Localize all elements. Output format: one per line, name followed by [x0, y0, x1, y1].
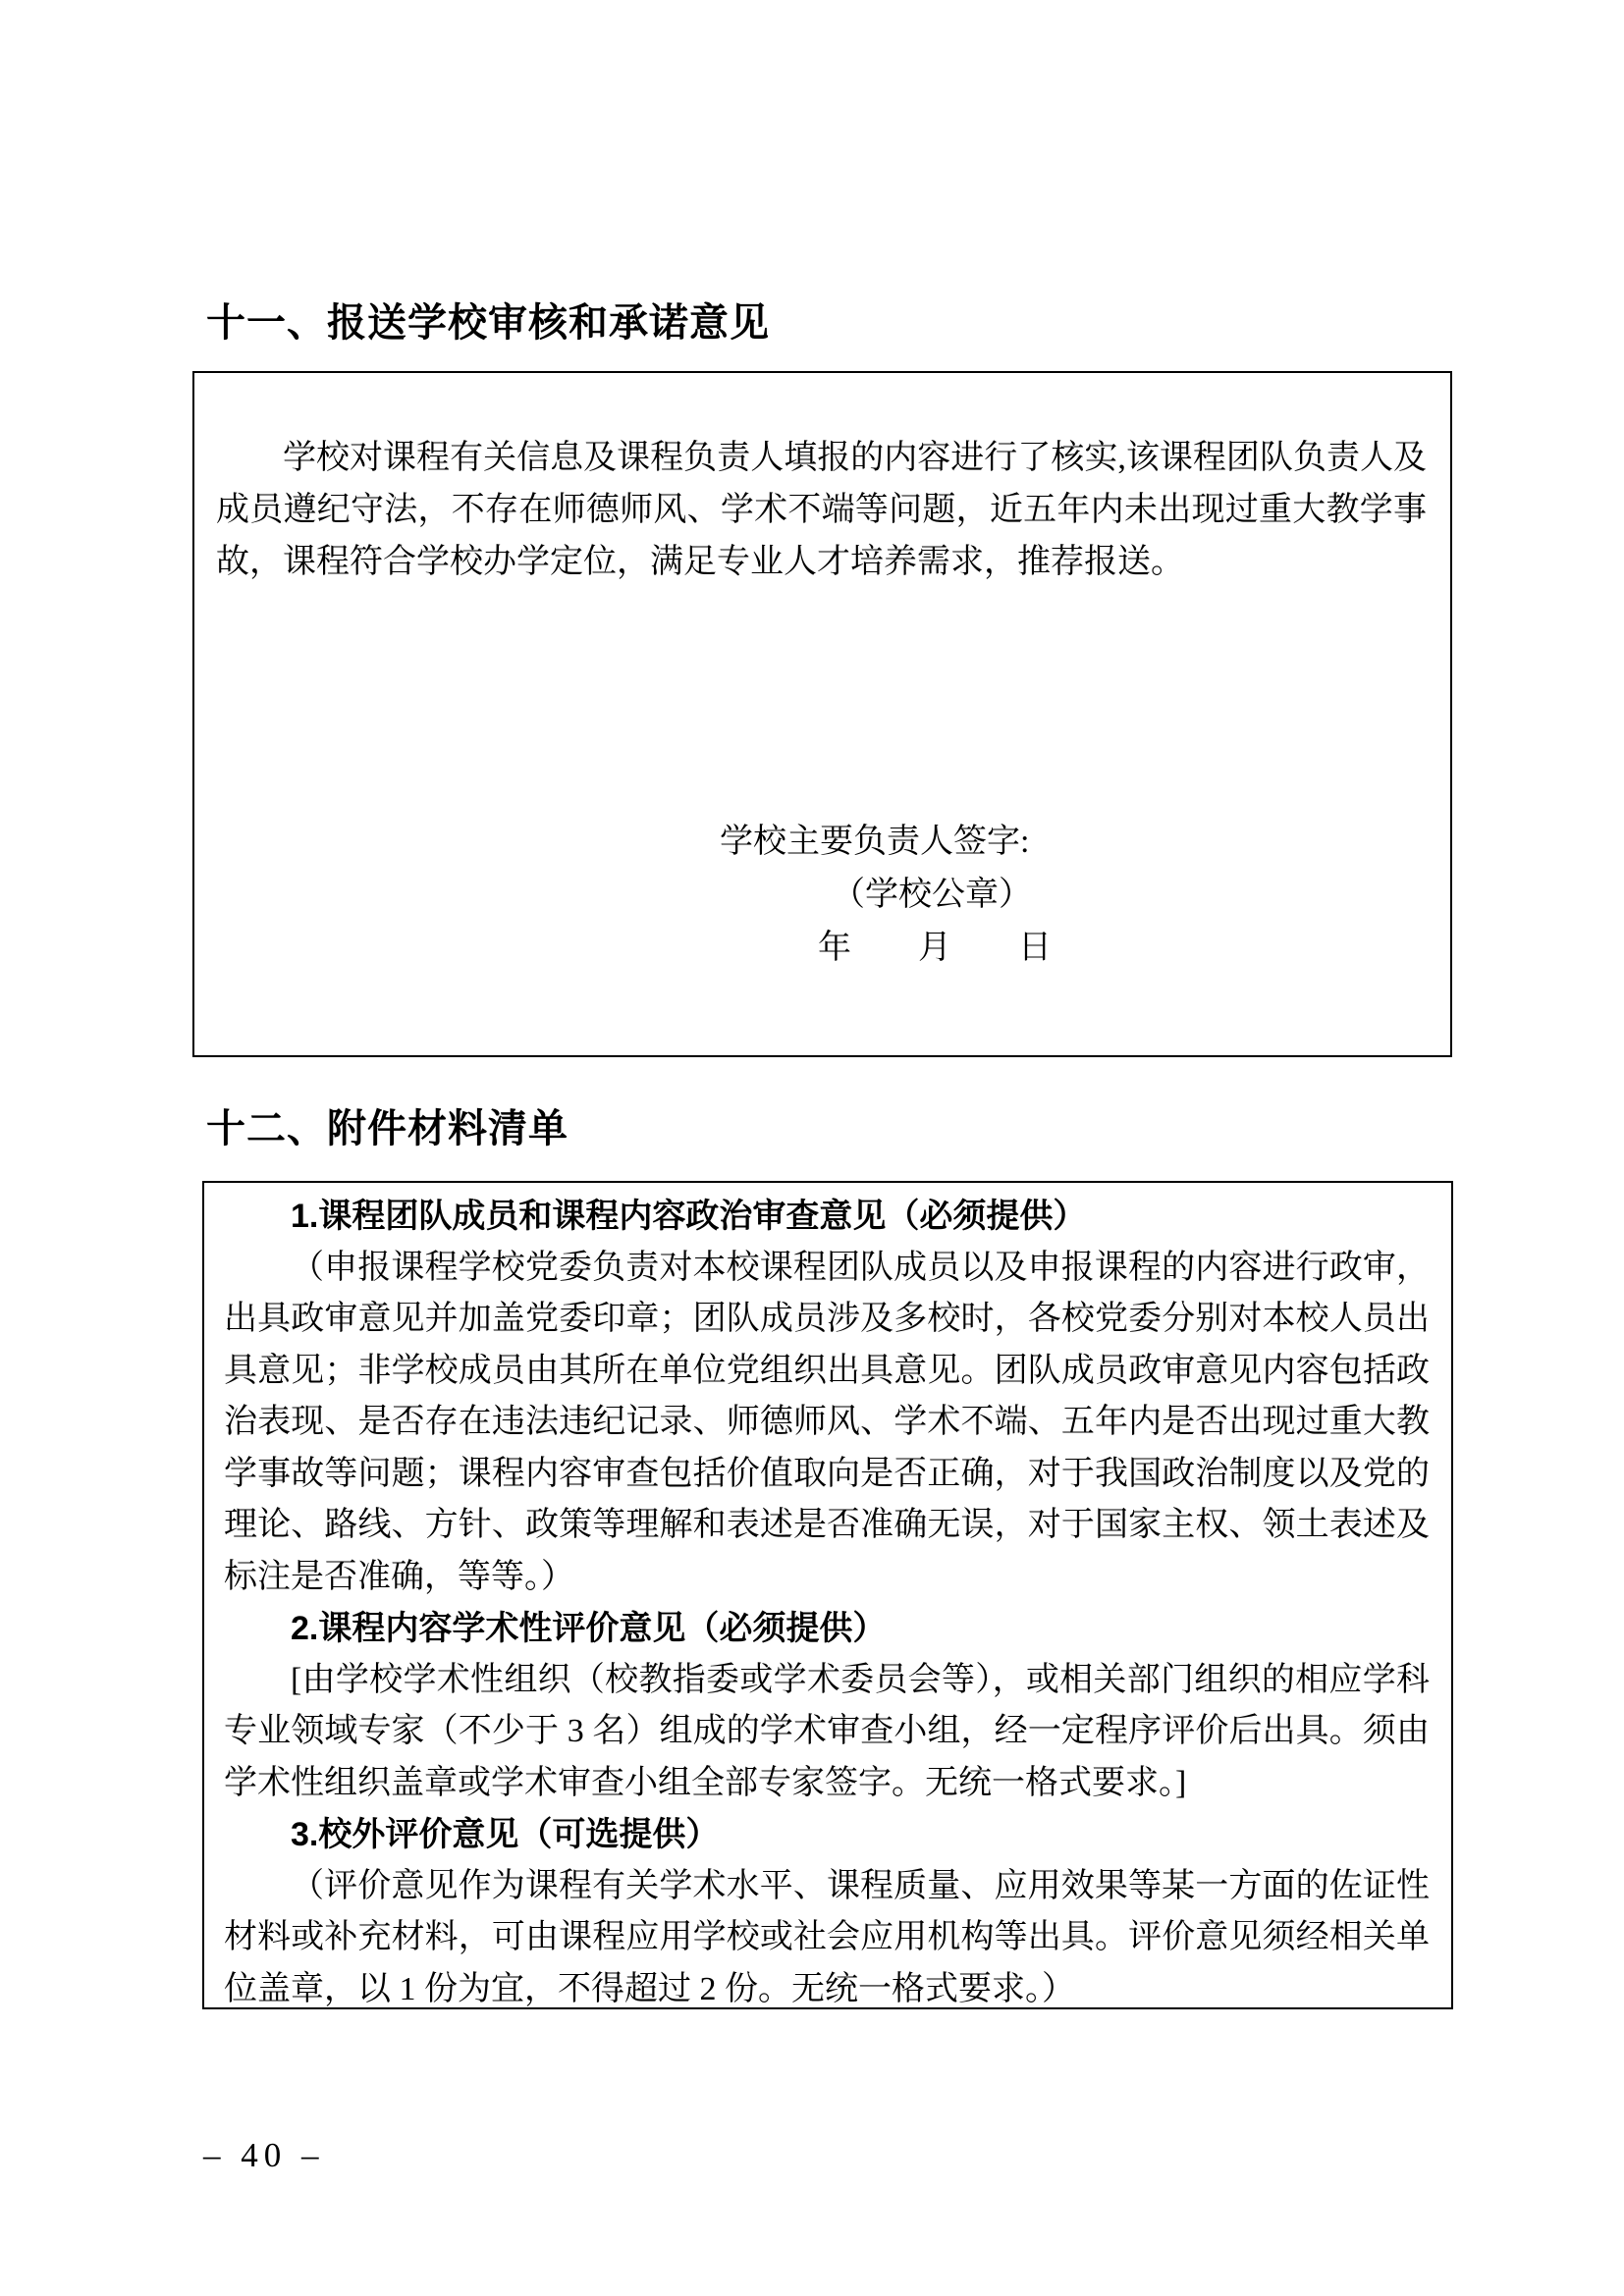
attachment-item-3-description: （评价意见作为课程有关学术水平、课程质量、应用效果等某一方面的佐证性材料或补充材料，可由课程应用学校或社会应用机构等出具。评价意见须经相关单位盖章，以 1 份为宜，不得超过 2 份。无统一格式要求。） [224, 1867, 1430, 2007]
signature-label: 学校主要负责人签字: [720, 824, 1030, 860]
section-11-heading: 十一、报送学校审核和承诺意见 [206, 301, 770, 345]
date-line: 年 月 日 [818, 930, 1052, 966]
section-12-heading: 十二、附件材料清单 [206, 1107, 568, 1150]
school-seal-label: （学校公章） [832, 877, 1032, 913]
attachment-item-2-description: [由学校学术性组织（校教指委或学术委员会等），或相关部门组织的相应学科专业领域专家（不少于 3 名）组成的学术审查小组，经一定程序评价后出具。须由学术性组织盖章或学术审查小组全部专家签字。无统一格式要求。] [224, 1661, 1430, 1801]
attachment-list-box [202, 1181, 1453, 2009]
school-review-statement: 学校对课程有关信息及课程负责人填报的内容进行了核实,该课程团队负责人及成员遵纪守法，不存在师德师风、学术不端等问题，近五年内未出现过重大教学事故，课程符合学校办学定位，满足专业人才培养需求，推荐报送。 [216, 440, 1427, 580]
attachment-item-1-title: 1.课程团队成员和课程内容政治审查意见（必须提供） [291, 1198, 1087, 1235]
school-review-box [192, 371, 1452, 1057]
attachment-item-2-title: 2.课程内容学术性评价意见（必须提供） [291, 1610, 887, 1647]
signature-block [216, 816, 1427, 975]
attachment-item-1-description: （申报课程学校党委负责对本校课程团队成员以及申报课程的内容进行政审，出具政审意见并加盖党委印章；团队成员涉及多校时，各校党委分别对本校人员出具意见；非学校成员由其所在单位党组织出具意见。团队成员政审意见内容包括政治表现、是否存在违法违纪记录、师德师风、学术不端、五年内是否出现过重大教学事故等问题；课程内容审查包括价值取向是否正确，对于我国政治制度以及党的理论、路线、方针、政策等理解和表述是否准确无误，对于国家主权、领土表述及标注是否准确，等等。） [224, 1249, 1430, 1595]
page-number: – 40 – [203, 2136, 325, 2174]
attachment-item-3-title: 3.校外评价意见（可选提供） [291, 1816, 720, 1853]
